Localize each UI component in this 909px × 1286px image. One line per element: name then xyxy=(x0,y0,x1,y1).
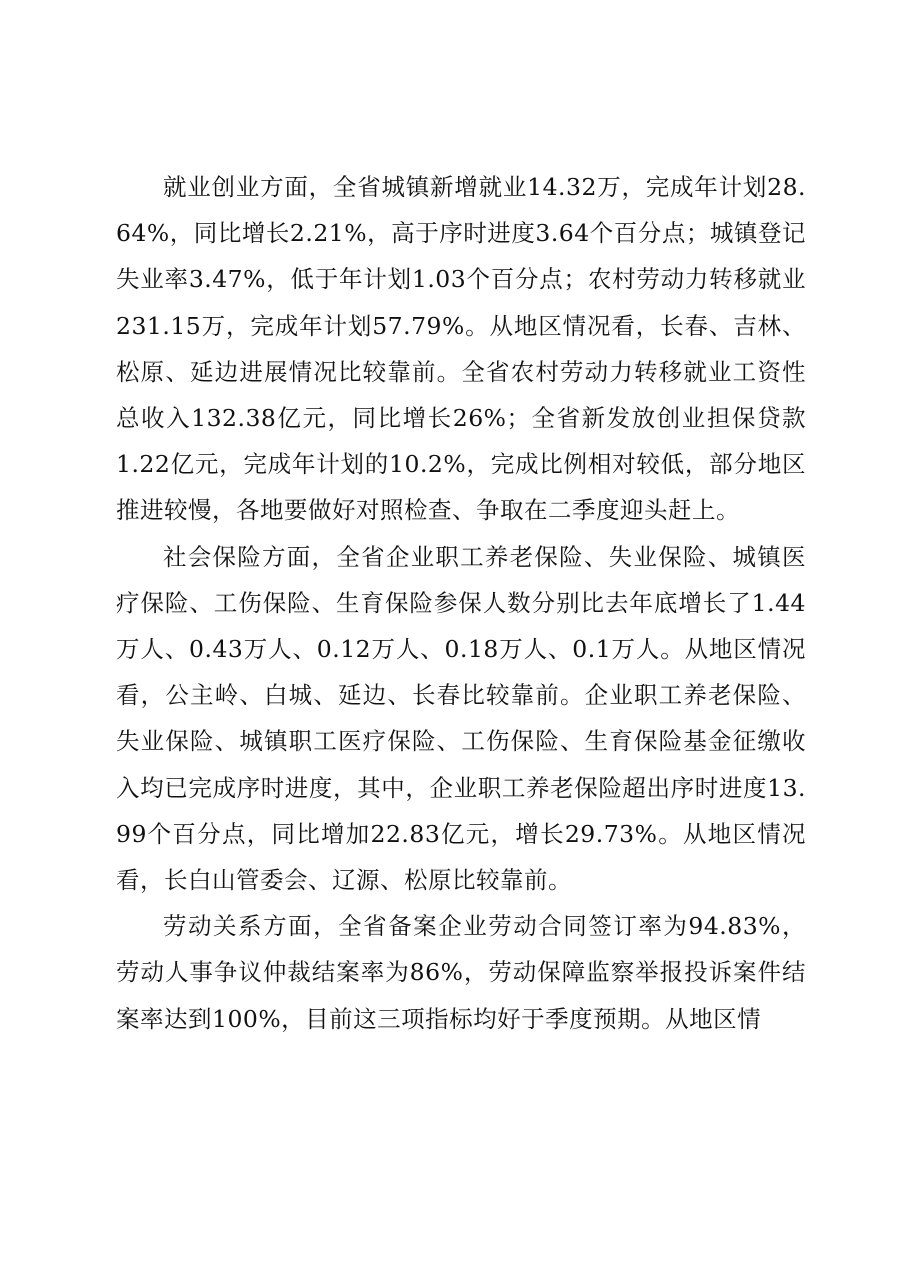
paragraph-labor-relations: 劳动关系方面，全省备案企业劳动合同签订率为94.83%，劳动人事争议仲裁结案率为86%，劳动保障监察举报投诉案件结案率达到100%，目前这三项指标均好于季度预期。从地区情 xyxy=(116,912,806,1033)
paragraph-employment: 就业创业方面，全省城镇新增就业14.32万，完成年计划28.64%，同比增长2.21%，高于序时进度3.64个百分点；城镇登记失业率3.47%，低于年计划1.03个百分点；农村劳动力转移就业231.15万，完成年计划57.79%。从地区情况看，长春、吉林、松原、延边进展情况比较靠前。全省农村劳动力转移就业工资性总收入132.38亿元，同比增长26%；全省新发放创业担保贷款1.22亿元，完成年计划的10.2%，完成比例相对较低，部分地区推进较慢，各地要做好对照检查、争取在二季度迎头赶上。 xyxy=(116,173,806,525)
paragraph-social-insurance: 社会保险方面，全省企业职工养老保险、失业保险、城镇医疗保险、工伤保险、生育保险参保人数分别比去年底增长了1.44万人、0.43万人、0.12万人、0.18万人、0.1万人。从地区情况看，公主岭、白城、延边、长春比较靠前。企业职工养老保险、失业保险、城镇职工医疗保险、工伤保险、生育保险基金征缴收入均已完成序时进度，其中，企业职工养老保险超出序时进度13.99个百分点，同比增加22.83亿元，增长29.73%。从地区情况看，长白山管委会、辽源、松原比较靠前。 xyxy=(116,542,806,895)
document-body xyxy=(116,164,806,1042)
